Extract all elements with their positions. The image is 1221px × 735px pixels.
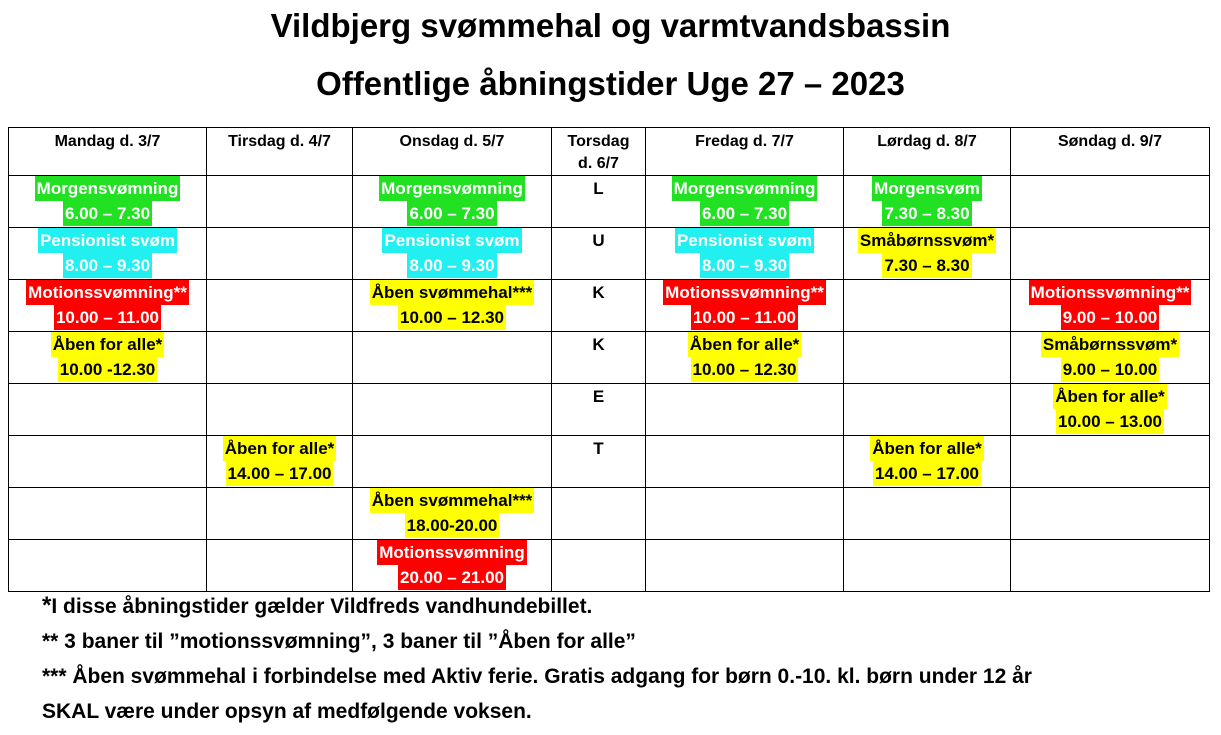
slot-time: 9.00 – 10.00 [1061, 305, 1160, 330]
slot-time: 20.00 – 21.00 [398, 565, 506, 590]
table-row [9, 176, 1210, 228]
slot-time: 10.00 -12.30 [58, 357, 157, 382]
slot-cell [844, 436, 1011, 488]
table-row [9, 488, 1210, 540]
day-header-saturday: Lørdag d. 8/7 [844, 128, 1011, 176]
empty-cell [207, 332, 353, 384]
empty-cell [353, 436, 552, 488]
slot-name: Motionssvømning** [26, 280, 189, 305]
slot-name: Morgensvømning [35, 176, 181, 201]
slot-name: Pensionist svøm [675, 228, 814, 253]
empty-cell [353, 384, 552, 436]
empty-cell [1011, 228, 1210, 280]
slot-time: 7.30 – 8.30 [882, 201, 971, 226]
slot-cell [353, 540, 552, 592]
empty-cell [207, 540, 353, 592]
footnotes [42, 588, 1032, 729]
slot-time: 6.00 – 7.30 [407, 201, 496, 226]
slot-cell [207, 436, 353, 488]
day-header-sunday: Søndag d. 9/7 [1011, 128, 1210, 176]
empty-cell [552, 540, 646, 592]
slot-cell [844, 228, 1011, 280]
empty-cell [353, 332, 552, 384]
slot-cell [646, 176, 844, 228]
slot-time: 14.00 – 17.00 [873, 461, 981, 486]
footnote-1 [42, 588, 1032, 624]
slot-name: Morgensvømning [379, 176, 525, 201]
day-header-wednesday: Onsdag d. 5/7 [353, 128, 552, 176]
slot-name: Motionssvømning** [663, 280, 826, 305]
footnote-3: *** Åben svømmehal i forbindelse med Aktiv ferie. Gratis adgang for børn 0.-10. kl. børn under 12 år [42, 665, 1032, 688]
slot-cell [9, 332, 207, 384]
slot-cell [1011, 332, 1210, 384]
slot-cell [353, 280, 552, 332]
schedule-table [8, 127, 1210, 592]
slot-cell [646, 332, 844, 384]
empty-cell [646, 540, 844, 592]
empty-cell [1011, 540, 1210, 592]
slot-cell [9, 280, 207, 332]
slot-name: Åben for alle* [1053, 384, 1167, 409]
closed-letter: T [552, 436, 646, 488]
slot-time: 10.00 – 11.00 [54, 305, 161, 330]
empty-cell [1011, 176, 1210, 228]
slot-time: 6.00 – 7.30 [700, 201, 789, 226]
slot-name: Morgensvøm [872, 176, 982, 201]
closed-letter: E [552, 384, 646, 436]
slot-time: 6.00 – 7.30 [63, 201, 152, 226]
slot-cell [353, 176, 552, 228]
closed-letter: L [552, 176, 646, 228]
empty-cell [1011, 488, 1210, 540]
slot-time: 18.00-20.00 [405, 513, 500, 538]
closed-letter: U [552, 228, 646, 280]
header-row [9, 128, 1210, 176]
slot-cell [1011, 280, 1210, 332]
empty-cell [844, 488, 1011, 540]
slot-cell [646, 228, 844, 280]
footnote-3-continued: SKAL være under opsyn af medfølgende voksen. [42, 700, 532, 723]
slot-name: Åben for alle* [870, 436, 984, 461]
slot-time: 10.00 – 12.30 [691, 357, 799, 382]
footnote-2: ** 3 baner til ”motionssvømning”, 3 baner til ”Åben for alle” [42, 630, 636, 653]
empty-cell [9, 384, 207, 436]
slot-name: Motionssvømning** [1029, 280, 1192, 305]
title-line-1: Vildbjerg svømmehal og varmtvandsbassin [270, 7, 951, 44]
slot-cell [844, 176, 1011, 228]
slot-name: Motionssvømning [377, 540, 526, 565]
slot-name: Småbørnssvøm* [1041, 332, 1179, 357]
empty-cell [207, 176, 353, 228]
slot-name: Åben for alle* [223, 436, 337, 461]
slot-name: Åben for alle* [51, 332, 165, 357]
empty-cell [844, 280, 1011, 332]
slot-cell [1011, 384, 1210, 436]
slot-time: 7.30 – 8.30 [882, 253, 971, 278]
slot-cell [353, 488, 552, 540]
closed-letter: K [552, 280, 646, 332]
empty-cell [646, 436, 844, 488]
footnote-1-star: * [42, 592, 52, 619]
slot-name: Pensionist svøm [382, 228, 521, 253]
empty-cell [552, 488, 646, 540]
table-row [9, 384, 1210, 436]
day-header-thursday: Torsdag d. 6/7 [552, 128, 646, 176]
slot-time: 9.00 – 10.00 [1061, 357, 1160, 382]
slot-time: 8.00 – 9.30 [407, 253, 496, 278]
slot-name: Småbørnssvøm* [858, 228, 996, 253]
slot-time: 10.00 – 13.00 [1056, 409, 1164, 434]
slot-name: Åben for alle* [688, 332, 802, 357]
slot-cell [9, 176, 207, 228]
empty-cell [1011, 436, 1210, 488]
slot-time: 8.00 – 9.30 [700, 253, 789, 278]
slot-cell [353, 228, 552, 280]
slot-name: Morgensvømning [672, 176, 818, 201]
table-row [9, 436, 1210, 488]
slot-time: 8.00 – 9.30 [63, 253, 152, 278]
day-header-friday: Fredag d. 7/7 [646, 128, 844, 176]
empty-cell [207, 228, 353, 280]
slot-name: Pensionist svøm [38, 228, 177, 253]
empty-cell [9, 436, 207, 488]
table-row [9, 280, 1210, 332]
empty-cell [9, 540, 207, 592]
table-row [9, 332, 1210, 384]
table-row [9, 228, 1210, 280]
empty-cell [844, 384, 1011, 436]
empty-cell [646, 384, 844, 436]
empty-cell [207, 384, 353, 436]
slot-cell [646, 280, 844, 332]
slot-cell [9, 228, 207, 280]
empty-cell [844, 332, 1011, 384]
title-line-2: Offentlige åbningstider Uge 27 – 2023 [316, 65, 905, 102]
slot-name: Åben svømmehal*** [370, 280, 535, 305]
slot-time: 14.00 – 17.00 [226, 461, 334, 486]
day-header-tuesday: Tirsdag d. 4/7 [207, 128, 353, 176]
table-row [9, 540, 1210, 592]
empty-cell [207, 488, 353, 540]
empty-cell [844, 540, 1011, 592]
closed-letter: K [552, 332, 646, 384]
slot-time: 10.00 – 12.30 [398, 305, 506, 330]
empty-cell [207, 280, 353, 332]
empty-cell [9, 488, 207, 540]
empty-cell [646, 488, 844, 540]
footnote-1-text: I disse åbningstider gælder Vildfreds vandhundebillet. [51, 595, 593, 618]
slot-time: 10.00 – 11.00 [691, 305, 798, 330]
day-header-monday: Mandag d. 3/7 [9, 128, 207, 176]
slot-name: Åben svømmehal*** [370, 488, 535, 513]
